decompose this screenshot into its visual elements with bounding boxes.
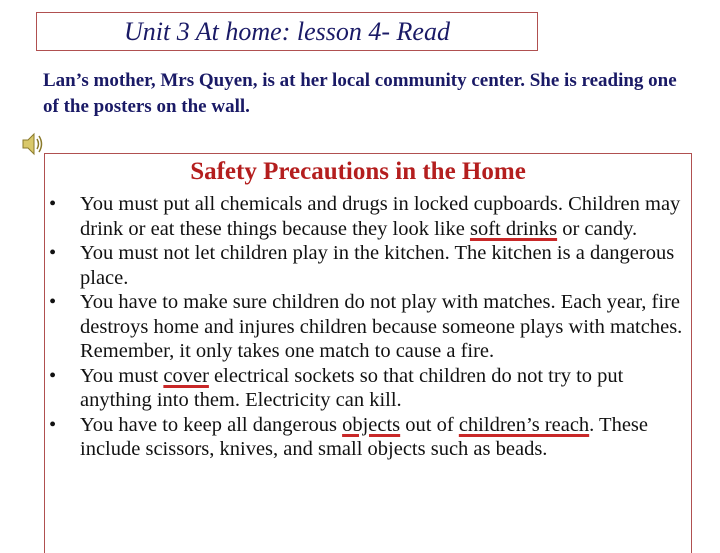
safety-poster bbox=[44, 153, 692, 553]
lesson-title: Unit 3 At home: lesson 4- Read bbox=[124, 16, 450, 46]
underlined-phrase: children’s reach bbox=[458, 413, 590, 436]
bullet-mark: • bbox=[49, 364, 57, 387]
speaker-icon[interactable] bbox=[22, 131, 44, 157]
rule-item bbox=[49, 364, 689, 413]
bullet-mark: • bbox=[49, 242, 57, 264]
rule-item bbox=[49, 413, 689, 462]
rules-list bbox=[49, 192, 689, 462]
rule-text: You must not let children play in the kitchen. The kitchen is a dangerous place. bbox=[80, 242, 675, 289]
rule-item bbox=[49, 290, 689, 364]
bullet-mark: • bbox=[49, 291, 57, 313]
rule-item bbox=[49, 192, 689, 241]
rule-text: . These include scissors, knives, and small objects such as beads. bbox=[80, 413, 648, 460]
rule-text: out of bbox=[400, 413, 459, 436]
rule-text: or candy. bbox=[557, 217, 638, 240]
underlined-phrase: soft drinks bbox=[469, 217, 558, 240]
bullet-mark: • bbox=[49, 413, 57, 436]
underlined-phrase: cover bbox=[163, 364, 209, 387]
lesson-title-box bbox=[36, 12, 538, 51]
poster-title: Safety Precautions in the Home bbox=[190, 158, 526, 185]
rule-text: You must put all chemicals and drugs in locked cupboards. Children may drink or eat these things because they look like bbox=[80, 193, 681, 240]
rule-text: electrical sockets so that children do not try to put anything into them. Electricity can kill. bbox=[80, 364, 624, 411]
rule-text: You must bbox=[80, 364, 164, 387]
rule-item bbox=[49, 241, 689, 290]
bullet-mark: • bbox=[49, 193, 57, 215]
rule-text: You have to make sure children do not play with matches. Each year, fire destroys home and injures children because someone plays with matches. Remember, it only takes one match to cause a fire. bbox=[80, 291, 683, 362]
underlined-phrase: objects bbox=[342, 413, 401, 436]
rule-text: You have to keep all dangerous bbox=[80, 413, 343, 436]
intro-paragraph: Lan’s mother, Mrs Quyen, is at her local community center. She is reading one of the posters on the wall. bbox=[43, 70, 677, 117]
